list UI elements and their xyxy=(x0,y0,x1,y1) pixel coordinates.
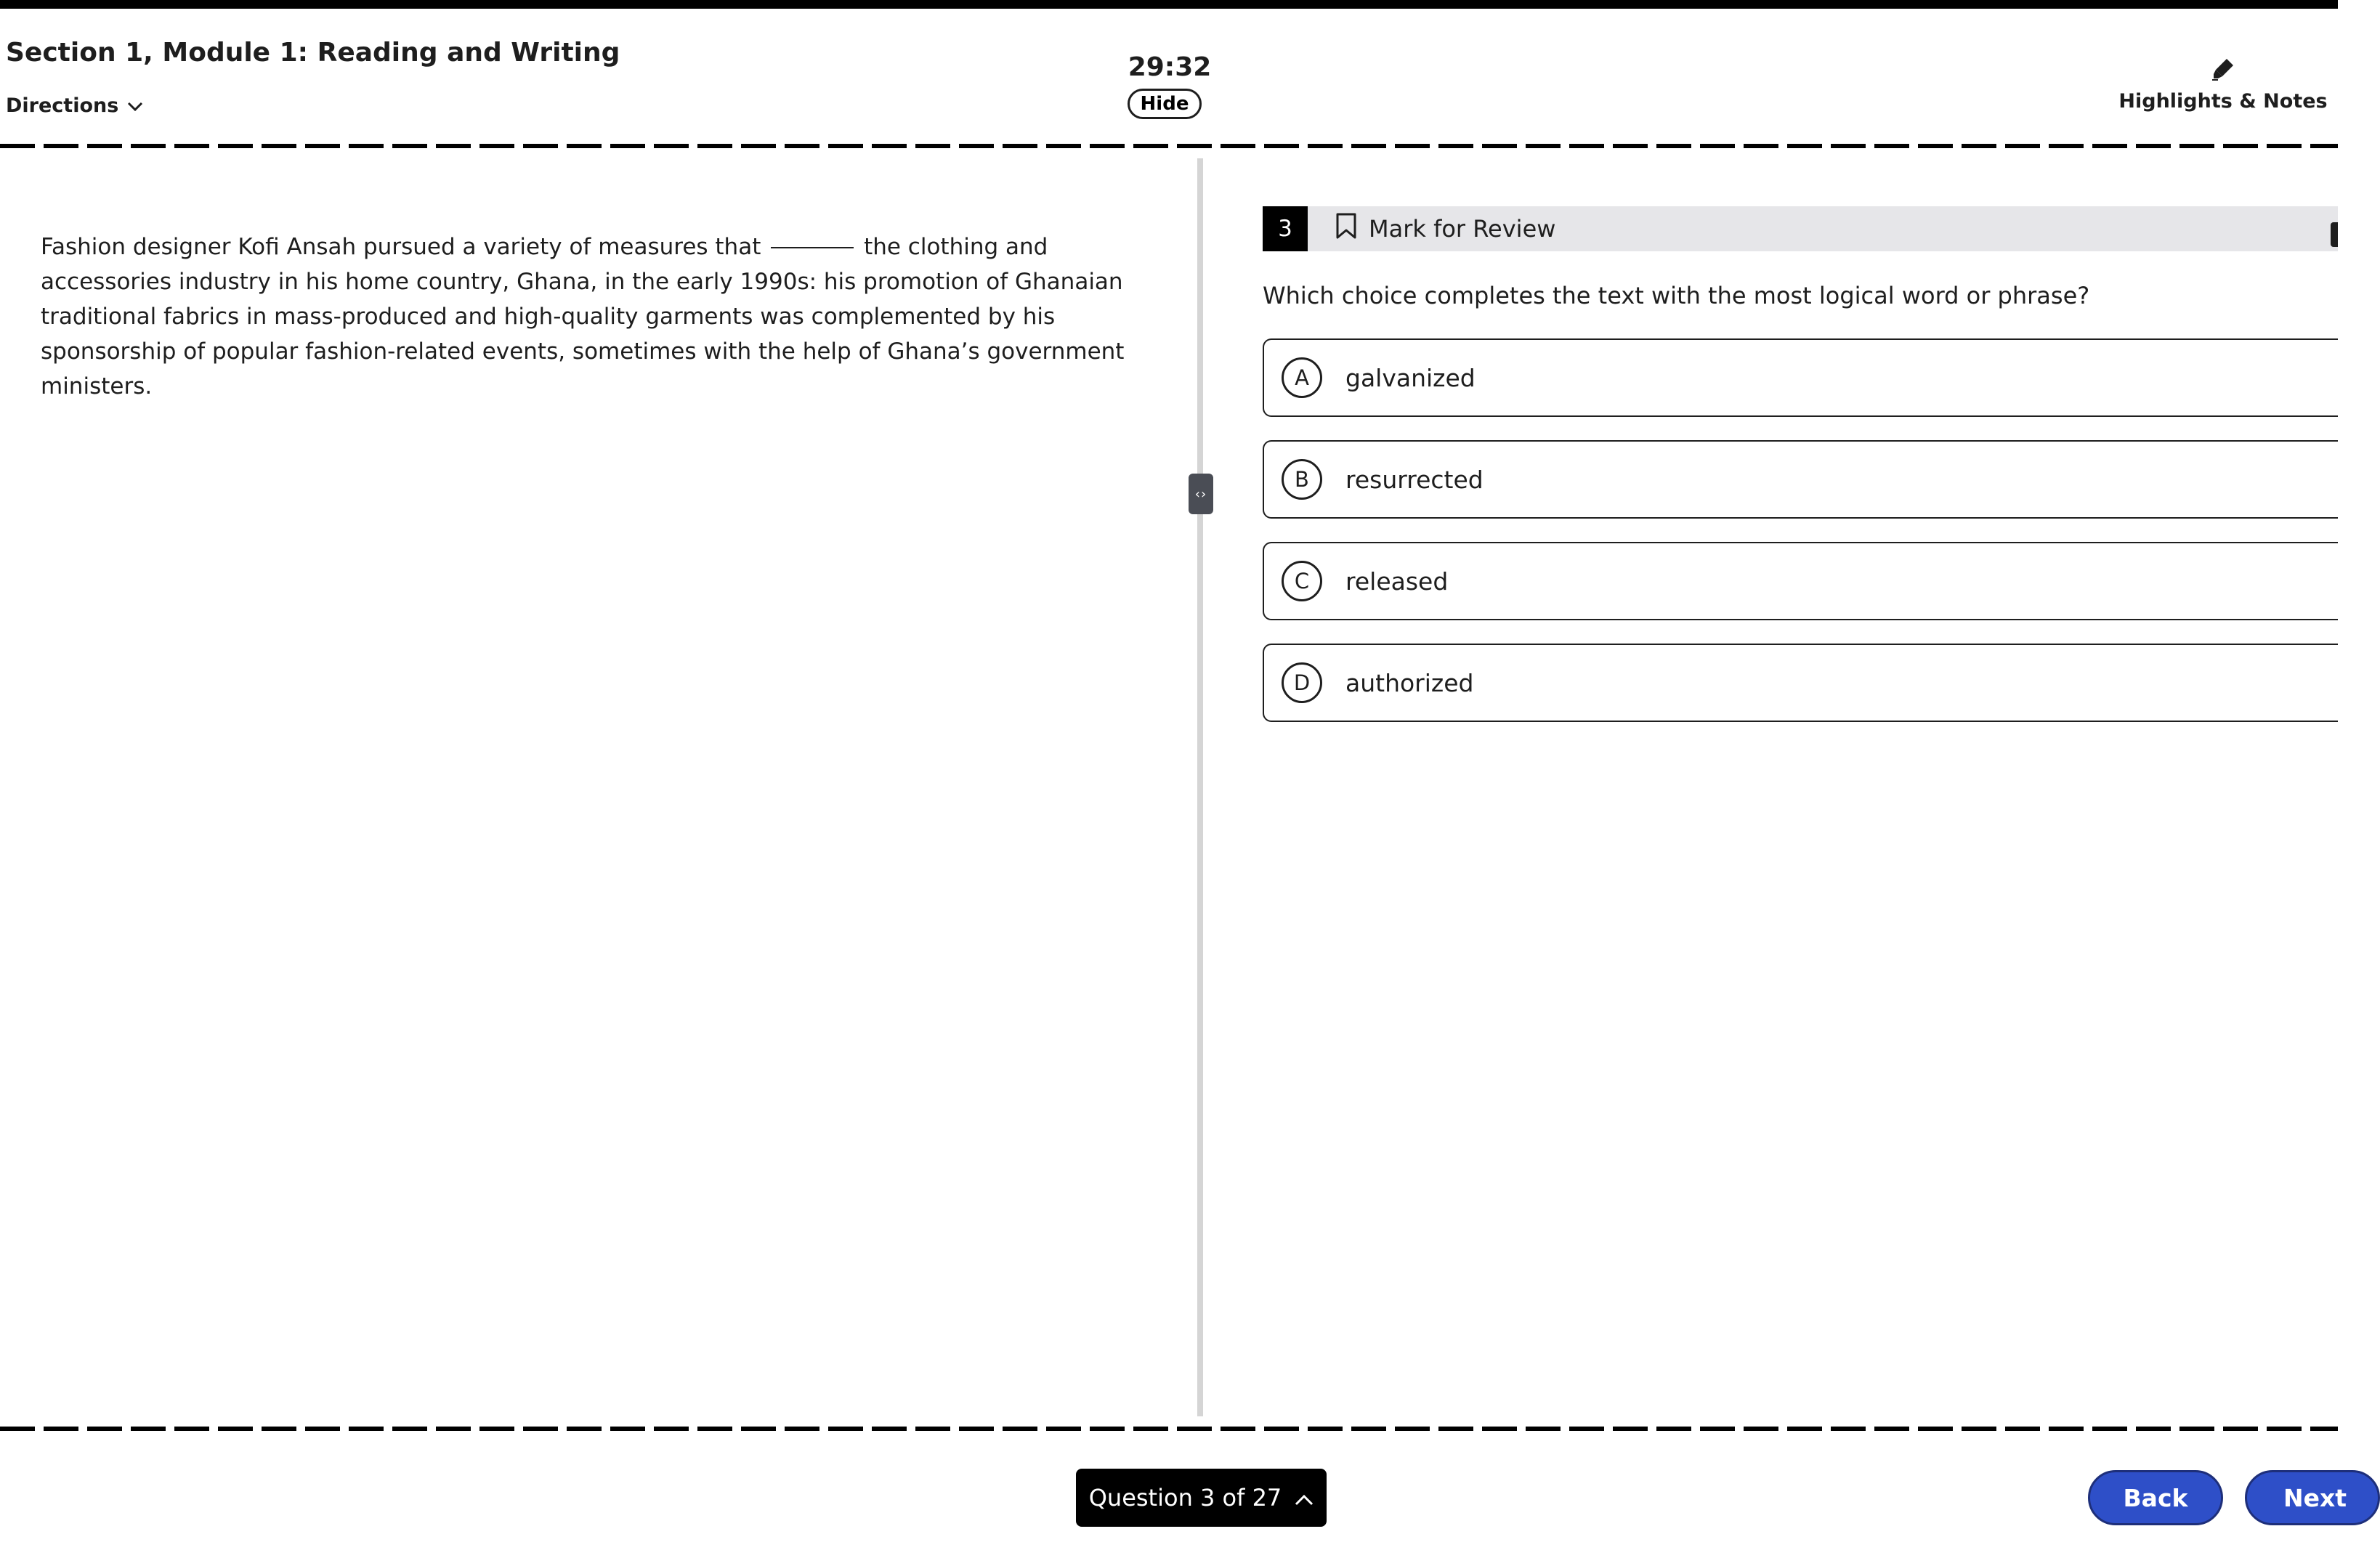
choice-letter: C xyxy=(1282,561,1322,601)
passage-blank xyxy=(771,247,854,248)
choice-letter: D xyxy=(1282,662,1322,703)
choice-d[interactable] xyxy=(1263,644,2338,722)
question-pane xyxy=(1221,157,2338,1413)
answer-eliminator-icon[interactable] xyxy=(2331,222,2338,247)
choice-letter: B xyxy=(1282,459,1322,500)
pane-divider[interactable] xyxy=(1197,158,1203,1416)
question-navigator-button[interactable] xyxy=(1076,1469,1327,1527)
choice-text: galvanized xyxy=(1345,363,1476,392)
choice-a[interactable] xyxy=(1263,338,2338,417)
chevron-down-icon xyxy=(127,94,143,117)
next-button[interactable]: Next xyxy=(2245,1470,2380,1525)
chevron-up-icon xyxy=(1295,1484,1314,1512)
highlights-notes-button[interactable] xyxy=(2118,57,2328,113)
footer-divider xyxy=(0,1427,2338,1431)
footer xyxy=(0,1432,2347,1558)
choice-letter: A xyxy=(1282,357,1322,398)
choice-text: released xyxy=(1345,567,1449,596)
choice-b[interactable] xyxy=(1263,440,2338,519)
question-navigator-label: Question 3 of 27 xyxy=(1088,1484,1282,1512)
passage-pane xyxy=(0,157,1197,1413)
mark-for-review-button[interactable] xyxy=(1335,206,1555,251)
passage-text-before-blank: Fashion designer Kofi Ansah pursued a variety of measures that xyxy=(41,234,761,260)
header-divider xyxy=(0,144,2338,148)
hide-timer-button[interactable]: Hide xyxy=(1128,89,1202,119)
question-stem: Which choice completes the text with the most logical word or phrase? xyxy=(1263,282,2090,309)
choice-c[interactable] xyxy=(1263,542,2338,620)
section-title: Section 1, Module 1: Reading and Writing xyxy=(6,38,620,68)
passage-text-after-blank: the clothing and accessories industry in his home country, Ghana, in the early 1990s: his promotion of Ghanaian traditional fabrics in mass-produced and high-quality garments was complemented by his sponsorship of popular fashion-related events, sometimes with the help of Ghana’s government ministers. xyxy=(41,234,1125,399)
mark-for-review-label: Mark for Review xyxy=(1369,215,1556,243)
header xyxy=(0,9,2338,139)
choice-text: resurrected xyxy=(1345,465,1484,494)
top-black-bar xyxy=(0,0,2338,9)
bookmark-icon xyxy=(1335,212,1357,246)
highlighter-pen-icon xyxy=(2211,57,2235,84)
choice-text: authorized xyxy=(1345,668,1474,697)
highlights-notes-label: Highlights & Notes xyxy=(2118,90,2328,113)
passage-text[interactable] xyxy=(41,230,1145,404)
timer: 29:32 xyxy=(1128,52,1212,82)
directions-label: Directions xyxy=(6,94,119,117)
question-number: 3 xyxy=(1263,206,1308,251)
directions-toggle[interactable] xyxy=(6,94,143,117)
back-button[interactable]: Back xyxy=(2088,1470,2223,1525)
resize-handle-icon[interactable]: ‹› xyxy=(1189,474,1213,514)
